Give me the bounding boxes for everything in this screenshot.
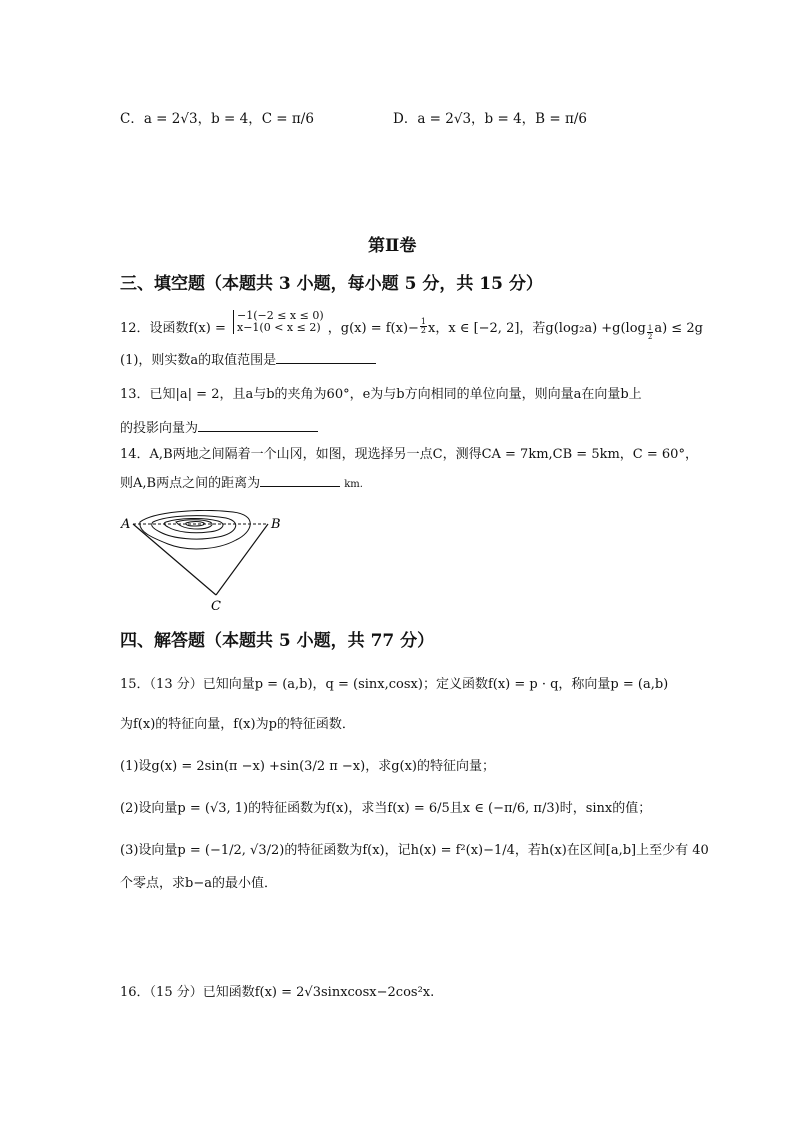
option-d: [393, 110, 587, 128]
q14-unit: km.: [344, 479, 363, 490]
segment-bc: [216, 524, 268, 595]
q12-piece-2: x−1(0 < x ≤ 2): [237, 321, 321, 334]
section3-heading: 三、填空题（本题共 3 小题，每小题 5 分，共 15 分）: [120, 274, 543, 294]
q12-line-2-text: (1)，则实数a的取值范围是: [120, 353, 277, 368]
q12-text-a: 12．设函数f(x) =: [120, 320, 226, 336]
question-12: [120, 310, 703, 340]
question-14-line-1: 14．A,B两地之间隔着一个山冈，如图，现选择另一点C，测得CA = 7km,CB = 5km，C = 60°，: [120, 447, 698, 462]
label-a: A: [121, 517, 131, 532]
q12-piecewise: [233, 310, 324, 334]
q14-line-2-text: 则A,B两点之间的距离为: [120, 476, 261, 491]
option-c-text: a = 2√3，b = 4，C = π/6: [143, 111, 314, 127]
question-14-line-2: [120, 474, 363, 494]
section4-heading: 四、解答题（本题共 5 小题，共 77 分）: [120, 631, 435, 651]
q12-line-2: [120, 351, 376, 370]
q12-fraction: $\frac{1}{2}$: [420, 316, 427, 335]
option-c-label: C．: [120, 111, 144, 127]
q12-log-base: $\frac{1}{2}$: [647, 323, 653, 341]
question-13-line-2: [120, 419, 318, 438]
label-b: B: [271, 517, 281, 532]
volume-title: 第Ⅱ卷: [368, 236, 417, 256]
option-d-label: D．: [393, 111, 418, 127]
option-c: [120, 110, 314, 128]
q14-answer-blank[interactable]: [260, 474, 340, 487]
segment-ac: [133, 524, 216, 595]
question-15-part-3-line-1: (3)设向量p = (−1/2, √3/2)的特征函数为f(x)，记h(x) = f²(x)−1/4，若h(x)在区间[a,b]上至少有 40: [120, 843, 709, 858]
q12-piece-1: −1(−2 ≤ x ≤ 0): [237, 309, 324, 322]
question-15-part-2: (2)设向量p = (√3, 1)的特征函数为f(x)，求当f(x) = 6/5且x ∈ (−π/6, π/3)时，sinx的值；: [120, 801, 652, 816]
q12-text-c: x，x ∈ [−2, 2]，若g(log₂a) +g(log: [428, 320, 646, 336]
q13-answer-blank[interactable]: [198, 419, 318, 432]
question-15-part-3-line-2: 个零点，求b−a的最小值．: [120, 876, 277, 891]
question-15-line-2: 为f(x)的特征向量，f(x)为p的特征函数．: [120, 717, 355, 732]
q12-text-d: a) ≤ 2g: [654, 320, 703, 336]
question-15-line-1: 15．（13 分）已知向量p = (a,b)，q = (sinx,cosx)；定义函数f(x) = p · q，称向量p = (a,b): [120, 677, 669, 692]
contour-2: [152, 516, 236, 539]
mountain-diagram: [118, 510, 288, 610]
question-15-part-1: (1)设g(x) = 2sin(π −x) +sin(3/2 π −x)，求g(x)的特征向量；: [120, 759, 496, 774]
question-13-line-1: 13．已知|a| = 2，且a与b的夹角为60°，e为与b方向相同的单位向量，则向量a在向量b上: [120, 387, 642, 402]
q13-line-2-text: 的投影向量为: [120, 421, 199, 436]
q12-text-b: ，g(x) = f(x)−: [327, 320, 419, 336]
option-d-text: a = 2√3，b = 4，B = π/6: [417, 111, 588, 127]
q12-answer-blank[interactable]: [276, 351, 376, 364]
label-c: C: [211, 599, 221, 610]
question-16-line-1: 16．（15 分）已知函数f(x) = 2√3sinxcosx−2cos²x.: [120, 985, 435, 1000]
